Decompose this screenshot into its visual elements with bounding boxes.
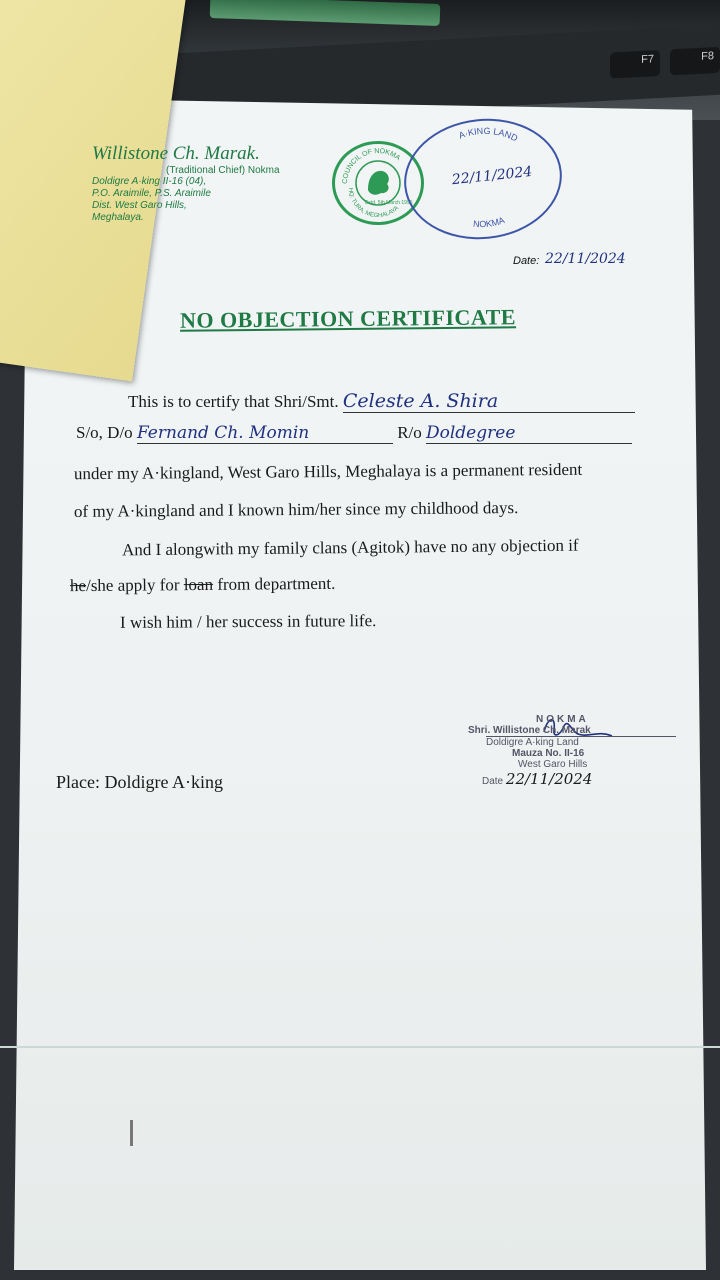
- letterhead-name: Willistone Ch. Marak.: [92, 143, 260, 164]
- sig-land: Doldigre A·king Land: [486, 736, 676, 748]
- seal-top-text: COUNCIL OF NOKMA: [341, 147, 402, 185]
- stamp-top-text: A·KING LAND: [457, 125, 520, 144]
- seal-bottom-text: HQ: TURA, MEGHALAYA: [346, 187, 401, 220]
- residence-value: Doldegree: [426, 423, 632, 444]
- line6-part-b: from department.: [212, 573, 336, 594]
- body-line-4: of my A·kingland and I known him/her since my childhood days.: [73, 498, 519, 521]
- struck-loan: loan: [183, 574, 214, 595]
- sig-name: Shri. Willistone Ch. Marak: [468, 725, 591, 736]
- paper-mark: [130, 1120, 133, 1146]
- struck-he: he: [69, 576, 87, 596]
- sig-mauza: Mauza No. II-16: [512, 748, 585, 759]
- signature-stamp: [468, 714, 676, 788]
- body-line-6: [70, 574, 335, 596]
- key-f7: F7: [610, 50, 660, 79]
- letterhead: [92, 143, 280, 224]
- letterhead-address-2: P.O. Araimile, P.S. Araimile: [92, 188, 211, 199]
- date-value: 22/11/2024: [545, 251, 626, 267]
- date-label: Date:: [513, 255, 540, 267]
- paper-fold-line: [0, 1046, 720, 1048]
- letterhead-address-1: Doldigre A·king II-16 (04),: [92, 176, 207, 187]
- place: Place: Doldigre A·king: [56, 772, 223, 792]
- sig-date-label: Date: [482, 776, 504, 787]
- body-line-2: [76, 423, 632, 444]
- key-f8: F8: [670, 47, 720, 76]
- parent-name: Fernand Ch. Momin: [137, 423, 393, 444]
- sig-date: [482, 770, 676, 788]
- parent-prefix: S/o, D/o: [76, 423, 133, 442]
- residence-label: R/o: [397, 423, 422, 442]
- body-line-3: under my A·kingland, West Garo Hills, Meghalaya is a permanent resident: [73, 459, 583, 484]
- body-line-7: I wish him / her success in future life.: [119, 611, 377, 632]
- svg-text:NOKMA: [472, 215, 507, 231]
- person-name: Celeste A. Shira: [343, 390, 635, 413]
- body-line-1: [128, 390, 635, 413]
- line6-part-a: /she apply for: [85, 575, 184, 596]
- sig-district: West Garo Hills: [518, 759, 588, 770]
- body-line-5: And I alongwith my family clans (Agitok) have no any objection if: [121, 535, 579, 560]
- stamp-bottom-text: NOKMA: [472, 214, 506, 230]
- letterhead-address-3: Dist. West Garo Hills,: [92, 200, 187, 211]
- aking-stamp: [398, 111, 568, 247]
- seal-estd-text: Estd. 5th March 1995: [365, 200, 413, 206]
- letterhead-title: (Traditional Chief) Nokma: [166, 165, 280, 176]
- certificate-title: NO OBJECTION CERTIFICATE: [179, 304, 517, 333]
- stamp-date: 22/11/2024: [451, 163, 534, 189]
- sig-date-value: 22/11/2024: [505, 770, 593, 788]
- sig-role: NOKMA: [536, 714, 589, 725]
- svg-text:A·KING LAND: [457, 122, 521, 150]
- letterhead-address-4: Meghalaya.: [92, 212, 144, 223]
- certify-prefix: This is to certify that Shri/Smt.: [128, 392, 339, 411]
